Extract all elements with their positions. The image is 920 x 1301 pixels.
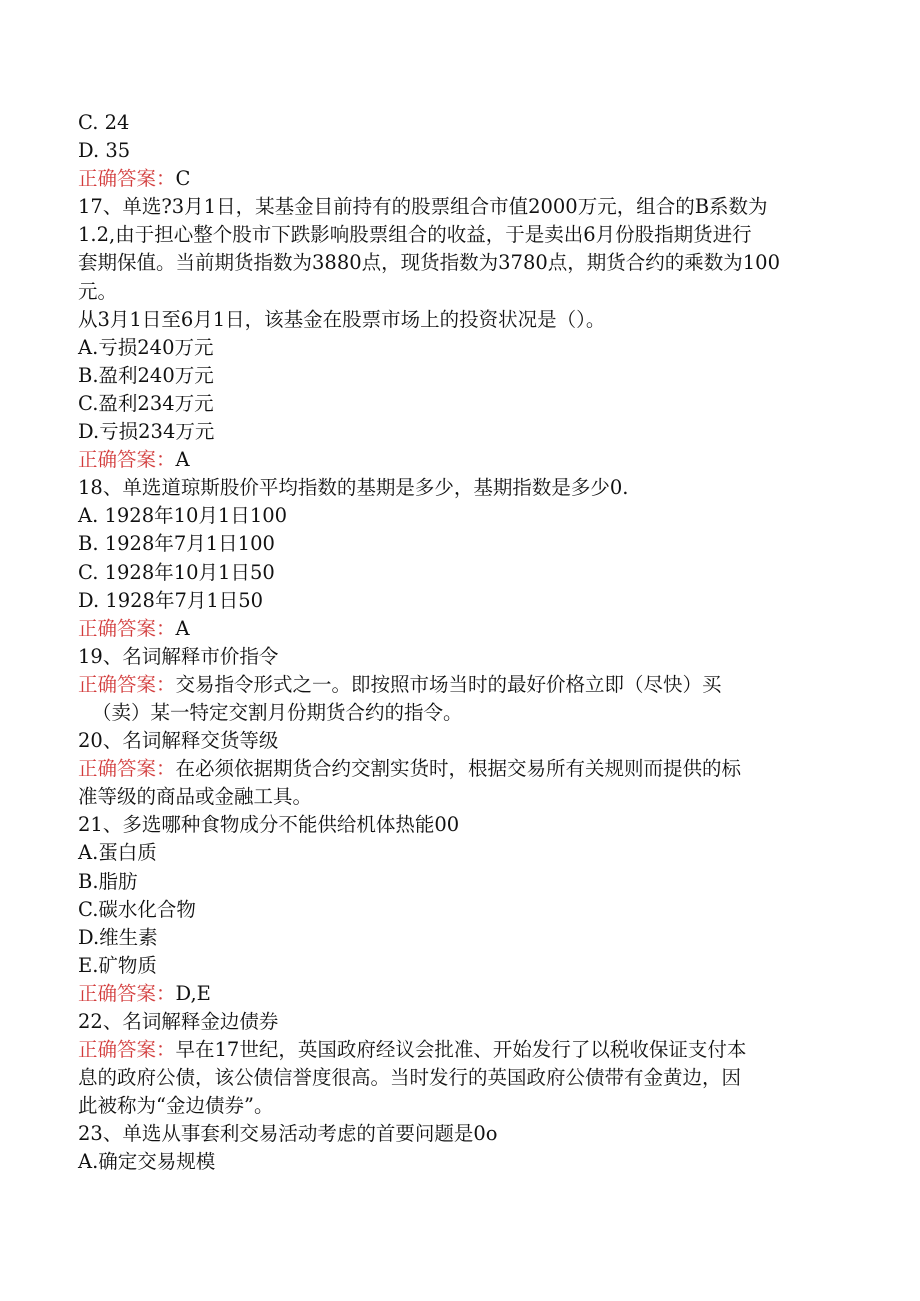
question-line: 1.2,由于担心整个股市下跌影响股票组合的收益，于是卖出6月份股指期货进行 [78, 223, 752, 247]
answer-value: A [175, 616, 190, 640]
answer-label: 正确答案： [78, 981, 176, 1005]
question-line: 23、单选从事套利交易活动考虑的首要问题是0o [78, 1122, 498, 1146]
option-line: D. 35 [78, 139, 131, 163]
option-line: C.盈利234万元 [78, 391, 214, 415]
option-line: C.碳水化合物 [78, 897, 196, 921]
option-line: A. 1928年10月1日100 [78, 504, 288, 528]
question-line: 19、名词解释市价指令 [78, 644, 279, 668]
answer-value: 在必须依据期货合约交割实货时，根据交易所有关规则而提供的标 [175, 757, 742, 781]
question-line: 18、单选道琼斯股价平均指数的基期是多少，基期指数是多少0. [78, 476, 629, 500]
answer-label: 正确答案： [78, 757, 176, 781]
option-line: E.矿物质 [78, 953, 157, 977]
option-line: A.亏损240万元 [78, 335, 214, 359]
answer-line [78, 755, 838, 783]
answer-line [78, 446, 838, 474]
answer-label: 正确答案： [78, 167, 176, 191]
answer-line [78, 615, 838, 643]
answer-continuation: 此被称为“金边债券”。 [78, 1094, 274, 1118]
option-line: C. 1928年10月1日50 [78, 560, 275, 584]
answer-label: 正确答案： [78, 448, 176, 472]
option-line: D.亏损234万元 [78, 420, 215, 444]
answer-label: 正确答案： [78, 1038, 176, 1062]
question-line: 21、多选哪种食物成分不能供给机体热能00 [78, 813, 460, 837]
option-line: A.蛋白质 [78, 841, 157, 865]
answer-continuation: 息的政府公债，该公债信誉度很高。当时发行的英国政府公债带有金黄边，因 [78, 1066, 742, 1090]
option-line: B. 1928年7月1日100 [78, 532, 275, 556]
question-line: 套期保值。当前期货指数为3880点，现货指数为3780点，期货合约的乘数为100 [78, 251, 780, 275]
answer-value: C [175, 167, 191, 191]
answer-line [78, 165, 838, 193]
answer-line [78, 1036, 838, 1064]
answer-value: D,E [175, 981, 211, 1005]
answer-line [78, 980, 838, 1008]
question-line: 17、单选?3月1日，某基金目前持有的股票组合市值2000万元，组合的B系数为 [78, 195, 768, 219]
document-content [78, 109, 838, 1177]
answer-label: 正确答案： [78, 616, 176, 640]
option-line: D.维生素 [78, 925, 158, 949]
answer-value: 交易指令形式之一。即按照市场当时的最好价格立即（尽快）买 [175, 672, 722, 696]
option-line: D. 1928年7月1日50 [78, 588, 264, 612]
answer-value: 早在17世纪，英国政府经议会批准、开始发行了以税收保证支付本 [175, 1038, 747, 1062]
answer-label: 正确答案： [78, 672, 176, 696]
question-line: 从3月1日至6月1日，该基金在股票市场上的投资状况是（）。 [78, 307, 606, 331]
answer-line [78, 671, 838, 699]
answer-continuation: 准等级的商品或金融工具。 [78, 785, 313, 809]
option-line: B.脂肪 [78, 869, 138, 893]
question-line: 元。 [78, 279, 118, 303]
answer-value: A [175, 448, 190, 472]
option-line: A.确定交易规模 [78, 1150, 216, 1174]
answer-continuation: （卖）某一特定交割月份期货合约的指令。 [92, 700, 463, 724]
question-line: 22、名词解释金边债券 [78, 1010, 279, 1033]
option-line: B.盈利240万元 [78, 363, 214, 387]
option-line: C. 24 [78, 111, 130, 134]
question-line: 20、名词解释交货等级 [78, 729, 279, 753]
